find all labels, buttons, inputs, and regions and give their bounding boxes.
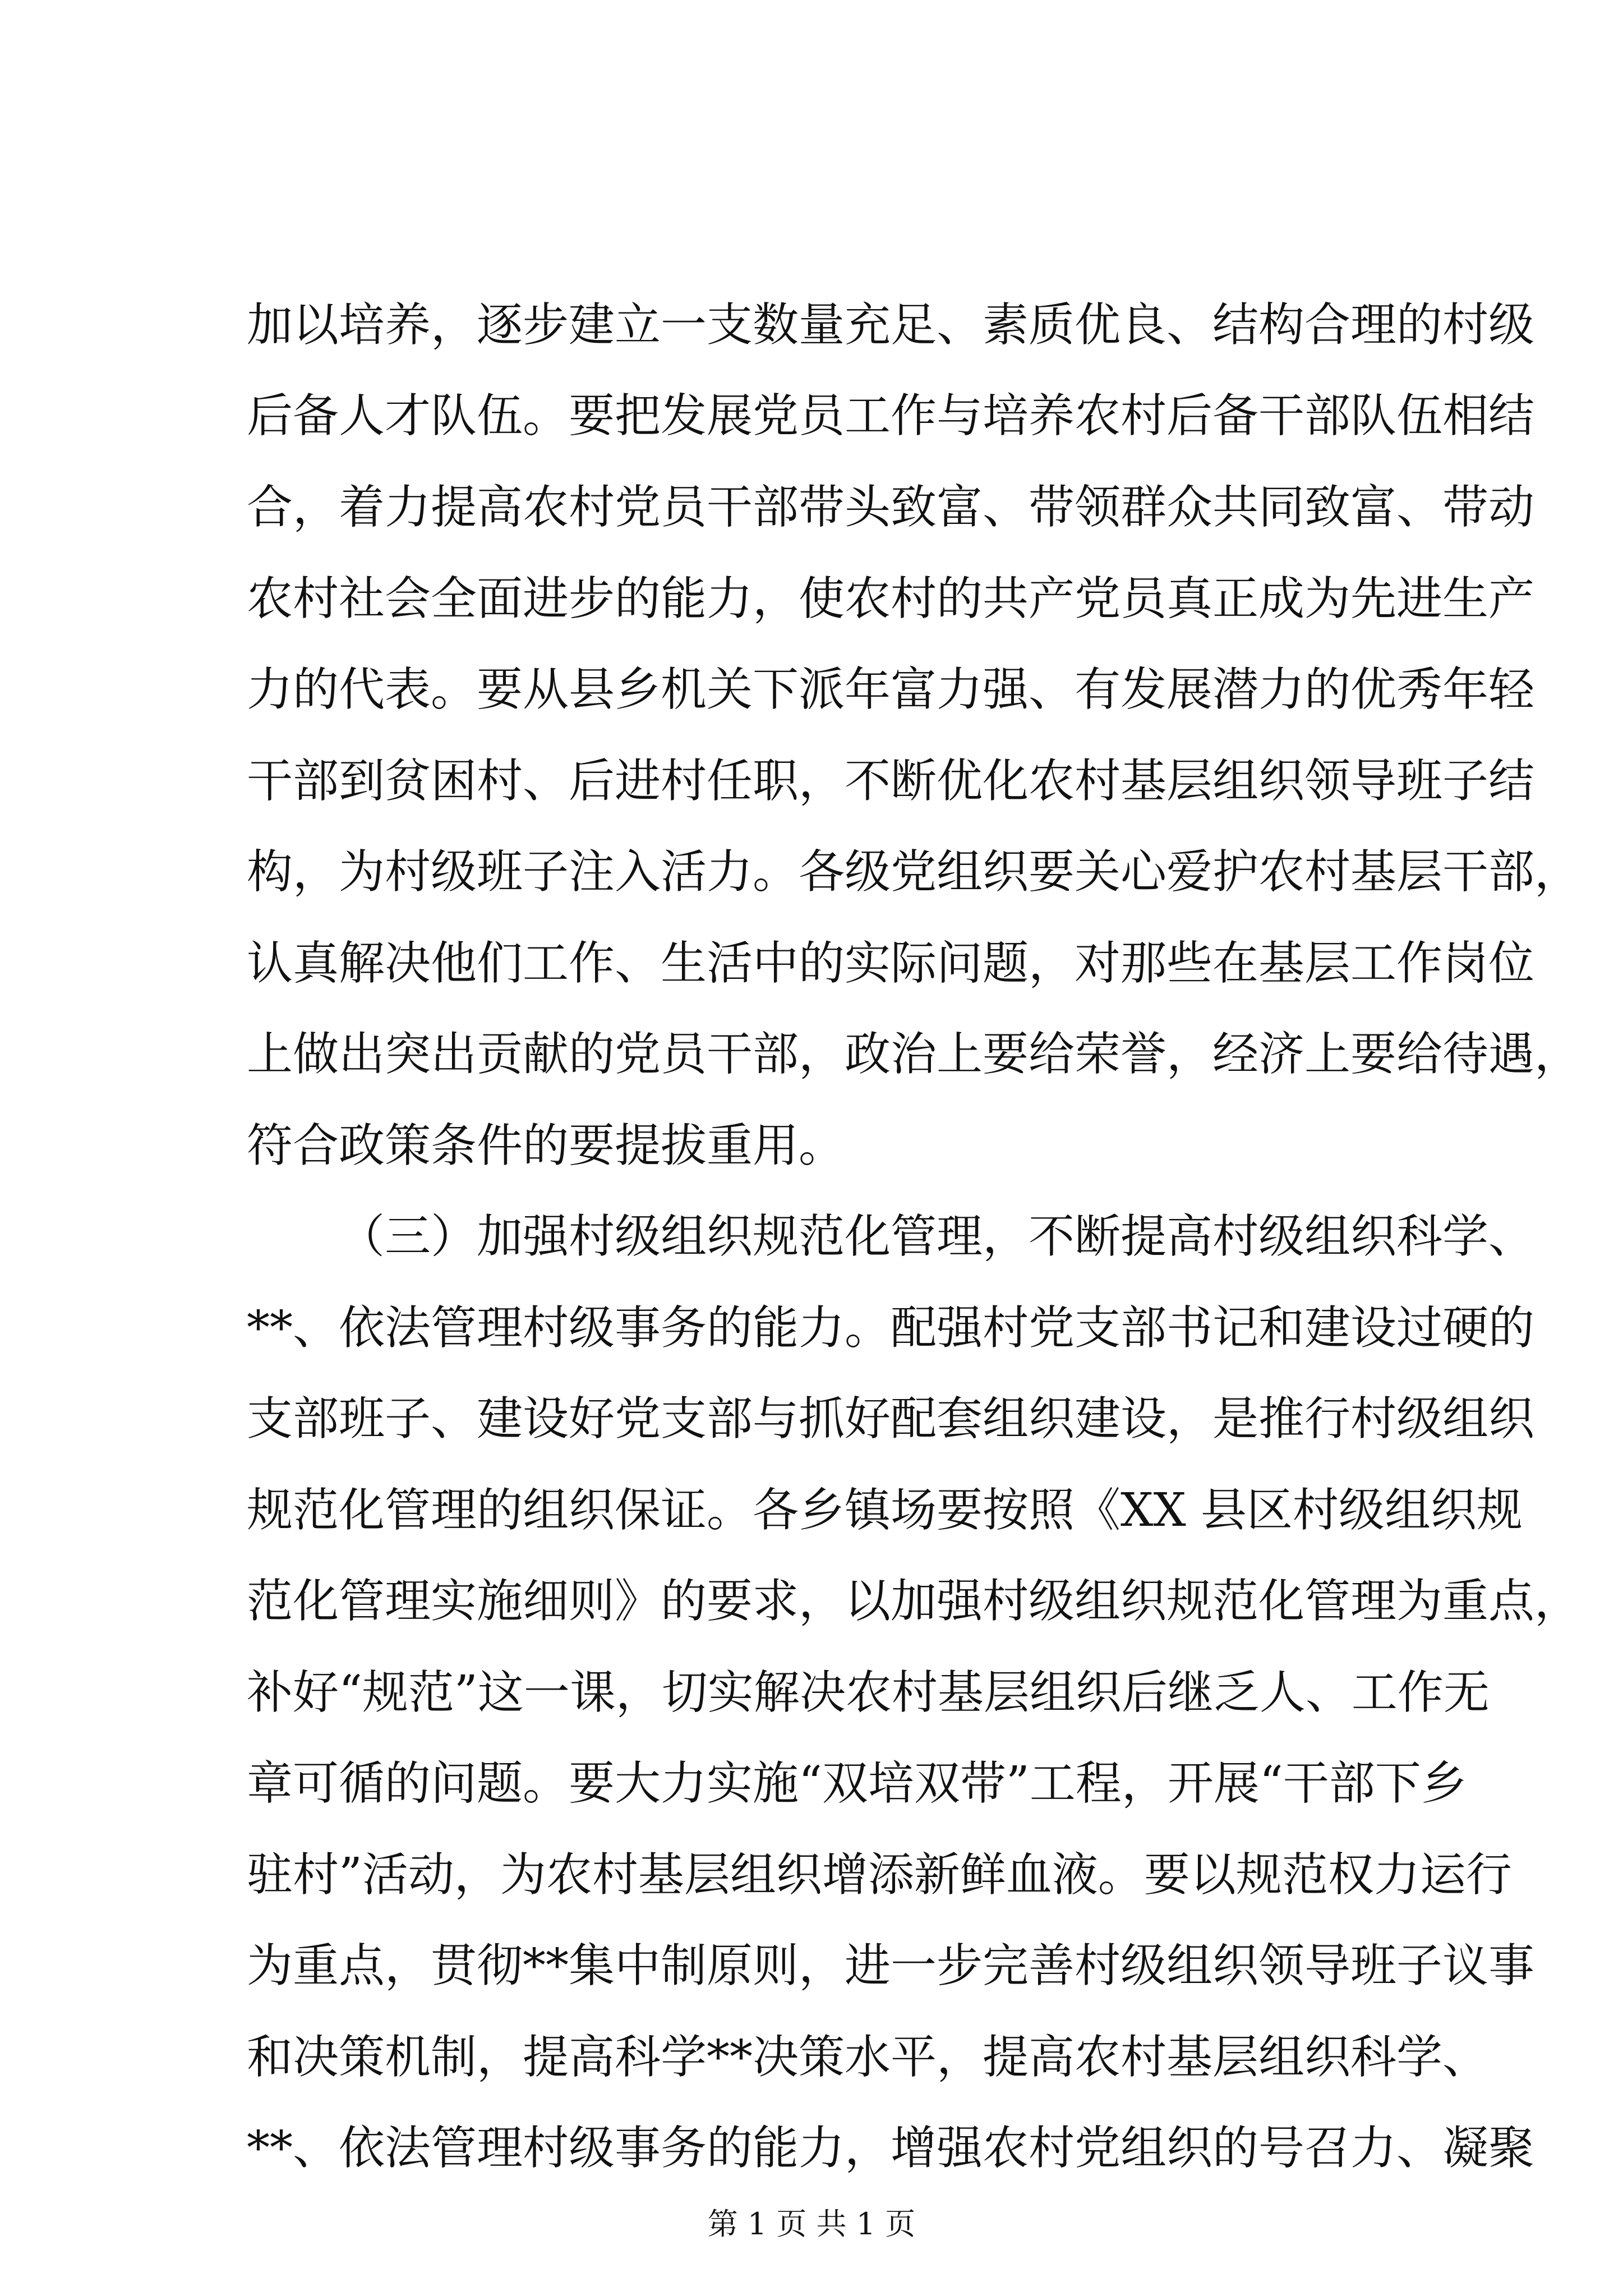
section-heading: （三）加强村级组织规范化管理，不断提高村级组织科学、 (339, 1210, 1535, 1263)
text-line: 加以培养，逐步建立一支数量充足、素质优良、结构合理的村级 (247, 298, 1535, 352)
text-line: 合，着力提高农村党员干部带头致富、带领群众共同致富、带动 (247, 481, 1535, 534)
text-line: 章可循的问题。要大力实施“双培双带”工程，开展“干部下乡 (247, 1757, 1467, 1810)
text-line: 认真解决他们工作、生活中的实际问题，对那些在基层工作岗位 (247, 937, 1535, 990)
text-line: 力的代表。要从县乡机关下派年富力强、有发展潜力的优秀年轻 (247, 663, 1535, 716)
text-line: 符合政策条件的要提拔重用。 (247, 1119, 845, 1172)
text-line: **、依法管理村级事务的能力，增强农村党组织的号召力、凝聚 (247, 2122, 1535, 2175)
text-line: 为重点，贯彻**集中制原则，进一步完善村级组织领导班子议事 (247, 1939, 1535, 1993)
text-line: 规范化管理的组织保证。各乡镇场要按照《XX 县区村级组织规 (247, 1484, 1523, 1537)
text-line: 支部班子、建设好党支部与抓好配套组织建设，是推行村级组织 (247, 1392, 1535, 1446)
text-line: 后备人才队伍。要把发展党员工作与培养农村后备干部队伍相结 (247, 389, 1535, 443)
text-line: 和决策机制，提高科学**决策水平，提高农村基层组织科学、 (247, 2031, 1489, 2084)
text-line: 上做出突出贡献的党员干部，政治上要给荣誉，经济上要给待遇， (247, 1028, 1581, 1081)
text-line: 农村社会全面进步的能力，使农村的共产党员真正成为先进生产 (247, 572, 1535, 625)
text-line: **、依法管理村级事务的能力。配强村党支部书记和建设过硬的 (247, 1301, 1535, 1355)
text-line: 构，为村级班子注入活力。各级党组织要关心爱护农村基层干部， (247, 845, 1581, 899)
text-line: 驻村”活动，为农村基层组织增添新鲜血液。要以规范权力运行 (247, 1848, 1512, 1902)
text-line: 干部到贫困村、后进村任职，不断优化农村基层组织领导班子结 (247, 754, 1535, 808)
text-line: 补好“规范”这一课，切实解决农村基层组织后继乏人、工作无 (247, 1666, 1490, 1719)
text-line: 范化管理实施细则》的要求，以加强村级组织规范化管理为重点， (247, 1575, 1581, 1628)
page-footer: 第 1 页 共 1 页 (707, 2206, 916, 2242)
